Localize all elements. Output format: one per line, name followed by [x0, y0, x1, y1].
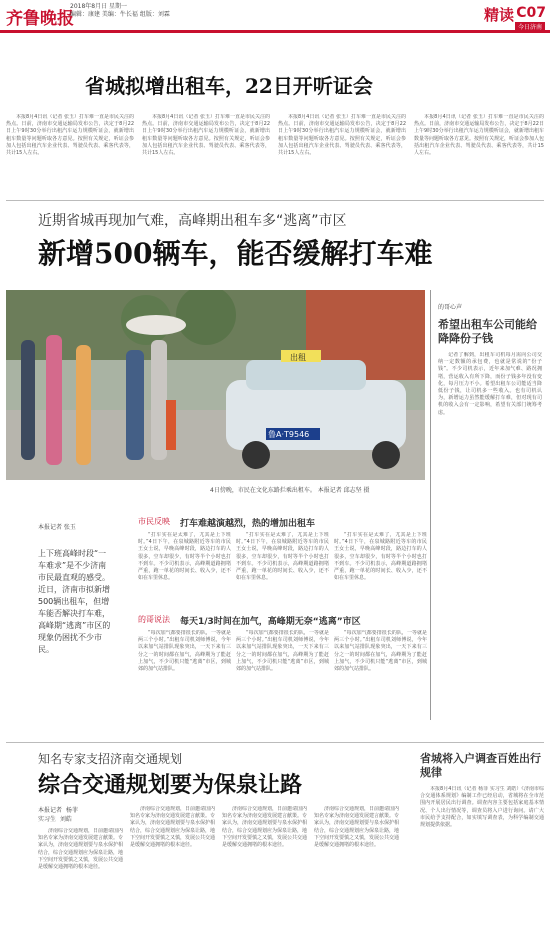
story1-body-col1: 本报8月4日讯（记者 张玉）打车难一直是市民关注的热点。日前，济南市交通运输局发布公告，决定于8月22日上午9时30分举行出租汽车运力规模听证会，就新增出租车数量等问题听取各方意见。按照有关规定，听证会参加人包括出租汽车企业代表、驾驶员代表、乘客代表等，共计15人左右。 [6, 114, 134, 157]
story2-lead: 上下班高峰时段“一车难求”是不少济南市民最直观的感受。近日，济南市拟新增500辆出租车，但增车能否解决打车难，高峰期“逃离”市区的现象仍困扰不少市民。 [38, 549, 111, 654]
side1-title: 希望出租车公司能给降降份子钱 [438, 318, 537, 345]
story2-title: 新增500辆车，能否缓解打车难 [38, 237, 433, 270]
story1-body-col4: 本报8月4日讯（记者 张玉）打车难一直是市民关注的热点。日前，济南市交通运输局发布公告，决定于8月22日上午9时30分举行出租汽车运力规模听证会，就新增出租车数量等问题听取各方意见。按照有关规定，听证会参加人包括出租汽车企业代表、驾驶员代表、乘客代表等，共计15人左右。 [414, 114, 544, 157]
story3-byline: 本报记者 杨菲 实习生 刘皓 [38, 807, 78, 823]
story1-body-col2: 本报8月4日讯（记者 张玉）打车难一直是市民关注的热点。日前，济南市交通运输局发布公告，决定于8月22日上午9时30分举行出租汽车运力规模听证会，就新增出租车数量等问题听取各方意见。按照有关规定，听证会参加人包括出租汽车企业代表、驾驶员代表、乘客代表等，共计15人左右。 [142, 114, 270, 157]
side1-body: 记者了解到，出租车司机每月需向公司交纳一定数额的承包费，也就是常说的“份子钱”。不少司机表示，近年来加气难、路况拥堵，营运收入有所下降，而份子钱多年没有变化，每月压力不小。希望出租车公司能适当降低份子钱，让司机多一些收入。也有司机认为，新增运力虽然能缓解打车难，但对现有司机的收入会有一定影响，希望有关部门统筹考虑。 [438, 352, 542, 416]
sec2-head: 每天1/3时间在加气，高峰期无奈“逃离”市区 [180, 617, 361, 627]
section-name: 精读 [483, 6, 514, 24]
sec1-body-col1: “打车实在是太难了，尤其是上下班时。”4日下午，在泉城路附近等车的市民王女士说，早晚高峰时段，路边打车的人很多，空车却很少，有时等半个小时也打不到车。不少司机表示，高峰期道路拥堵严重，跑一单花的时间长、收入少，还不如在车里休息。 [138, 532, 231, 582]
story3-kicker: 知名专家支招济南交通规划 [38, 752, 183, 766]
issue-meta: 2018年8月日 星期一 编辑：康建 美编：牛长福 组版：刘霖 [70, 3, 170, 18]
side1-label: 的哥心声 [438, 304, 463, 311]
license-plate: 鲁A·T9546 [268, 430, 310, 439]
sec1-tag: 市民反映 [138, 517, 170, 526]
newspaper-logo: 齐鲁晚报 [6, 9, 74, 29]
story1-title: 省城拟增出租车，22日开听证会 [85, 74, 373, 98]
subsection-name: 今日济南 [515, 22, 545, 31]
page-number: C07 [516, 5, 546, 21]
photo-caption: 4日傍晚，市民在文化东路拦乘出租车。 本报记者 邱志坚 摄 [210, 487, 370, 494]
story2-byline: 本报记者 张玉 [38, 524, 76, 531]
side2-title: 省城将入户调查百姓出行规律 [420, 752, 541, 779]
story2-kicker: 近期省城再现加气难，高峰期出租车多“逃离”市区 [38, 213, 347, 229]
sec2-body-col2: “每次加气都要排很长的队，一等就是两三个小时。”出租车司机刘师傅说，今年以来加气站排队现象突出，一天下来有三分之一的时间都在加气，高峰期为了能赶上加气，不少司机只能“逃离”市区，到城郊的加气站排队。 [236, 630, 329, 673]
column-rule [430, 290, 431, 720]
story3-body-col4: 济南综合交通规划，日前邀请国内知名专家为济南交通发展建言献策。专家认为，济南交通规划要与泉水保护相结合，综合交通规划应为保泉让路，地下空间开发要慎之又慎，发展公共交通是缓解交通拥堵的根本途径。 [314, 806, 399, 849]
story3-title: 综合交通规划要为保泉让路 [38, 772, 303, 798]
story3-body-col1: 济南综合交通规划，日前邀请国内知名专家为济南交通发展建言献策。专家认为，济南交通规划要与泉水保护相结合，综合交通规划应为保泉让路，地下空间开发要慎之又慎，发展公共交通是缓解交通拥堵的根本途径。 [38, 828, 123, 871]
divider [6, 742, 544, 743]
taxi-roof-sign: 出租 [290, 353, 306, 362]
divider [6, 200, 544, 201]
sec2-body-col3: “每次加气都要排很长的队，一等就是两三个小时。”出租车司机刘师傅说，今年以来加气站排队现象突出，一天下来有三分之一的时间都在加气，高峰期为了能赶上加气，不少司机只能“逃离”市区，到城郊的加气站排队。 [334, 630, 427, 673]
taxi-street-photo [6, 290, 425, 480]
sec2-body-col1: “每次加气都要排很长的队，一等就是两三个小时。”出租车司机刘师傅说，今年以来加气站排队现象突出，一天下来有三分之一的时间都在加气，高峰期为了能赶上加气，不少司机只能“逃离”市区，到城郊的加气站排队。 [138, 630, 231, 673]
sec1-head: 打车难越演越烈，热的增加出租车 [180, 519, 316, 529]
sec1-body-col3: “打车实在是太难了，尤其是上下班时。”4日下午，在泉城路附近等车的市民王女士说，早晚高峰时段，路边打车的人很多，空车却很少，有时等半个小时也打不到车。不少司机表示，高峰期道路拥堵严重，跑一单花的时间长、收入少，还不如在车里休息。 [334, 532, 427, 582]
side2-body: 本报8月4日讯（记者 杨菲 实习生 刘皓）《济南市综合交通体系规划》编制工作已经启动，省城将在全市范围内开展居民出行调查。调查内容主要包括家庭基本情况、个人出行情况等，调查员将入户进行询问。请广大市民给予支持配合，如实填写调查表，为科学编制交通规划提供依据。 [420, 786, 544, 829]
story1-body-col3: 本报8月4日讯（记者 张玉）打车难一直是市民关注的热点。日前，济南市交通运输局发布公告，决定于8月22日上午9时30分举行出租汽车运力规模听证会，就新增出租车数量等问题听取各方意见。按照有关规定，听证会参加人包括出租汽车企业代表、驾驶员代表、乘客代表等，共计15人左右。 [278, 114, 406, 157]
story3-body-col3: 济南综合交通规划，日前邀请国内知名专家为济南交通发展建言献策。专家认为，济南交通规划要与泉水保护相结合，综合交通规划应为保泉让路，地下空间开发要慎之又慎，发展公共交通是缓解交通拥堵的根本途径。 [222, 806, 307, 849]
sec1-body-col2: “打车实在是太难了，尤其是上下班时。”4日下午，在泉城路附近等车的市民王女士说，早晚高峰时段，路边打车的人很多，空车却很少，有时等半个小时也打不到车。不少司机表示，高峰期道路拥堵严重，跑一单花的时间长、收入少，还不如在车里休息。 [236, 532, 329, 582]
story3-body-col2: 济南综合交通规划，日前邀请国内知名专家为济南交通发展建言献策。专家认为，济南交通规划要与泉水保护相结合，综合交通规划应为保泉让路，地下空间开发要慎之又慎，发展公共交通是缓解交通拥堵的根本途径。 [130, 806, 215, 849]
sec2-tag: 的哥说法 [138, 615, 170, 624]
